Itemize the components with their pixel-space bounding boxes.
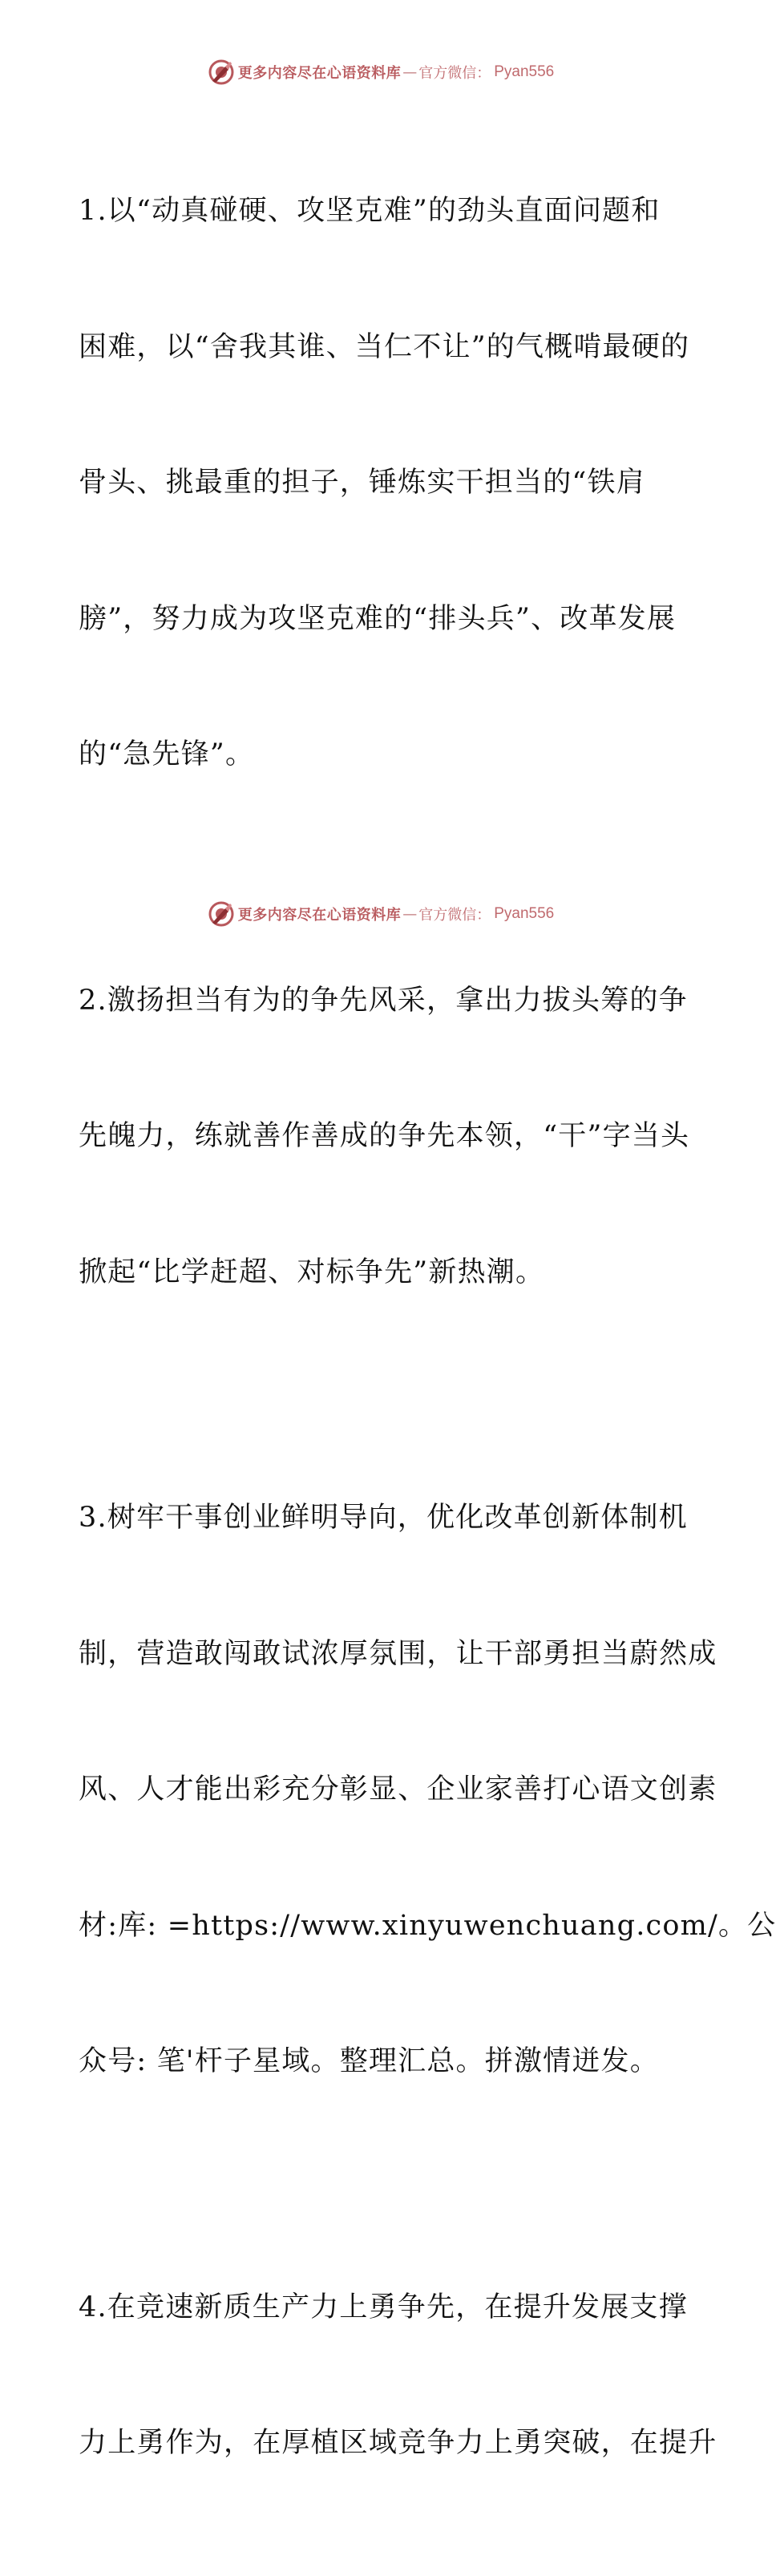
- paragraph-line: 风、人才能出彩充分彰显、企业家善打心语文创素: [79, 1773, 717, 1806]
- paragraph-line: 众号: 笔'杆子星域。整理汇总。拼激情迸发。: [79, 2045, 659, 2077]
- paragraph-line: 骨头、挑最重的担子，锤炼实干担当的“铁肩: [79, 467, 645, 499]
- paragraph-line: 困难，以“舍我其谁、当仁不让”的气概啃最硬的: [79, 330, 690, 363]
- paragraph-1: [79, 98, 688, 868]
- document-body: [79, 98, 776, 2576]
- paragraph-line: 掀起“比学赶超、对标争先”新热潮。: [79, 1256, 545, 1288]
- banner-slogan: 更多内容尽在心语资料库: [237, 65, 402, 82]
- banner-dash: —: [402, 63, 418, 81]
- header-banner: [0, 55, 762, 90]
- paragraph-line: 的“急先锋”。: [79, 738, 255, 770]
- paragraph-line: 3.树牢干事创业鲜明导向，优化改革创新体制机: [79, 1502, 688, 1534]
- banner-wechat-label: 官方微信：: [418, 907, 491, 924]
- paragraph-3: [79, 1405, 776, 2175]
- footer-banner: [0, 896, 762, 932]
- paragraph-4: [79, 2194, 717, 2557]
- paragraph-line: 制，营造敢闯敢试浓厚氛围，让干部勇担当蔚然成: [79, 1637, 717, 1670]
- banner-wechat-id: Pyan556: [494, 905, 555, 922]
- paragraph-line: 1.以“动真碰硬、攻坚克难”的劲头直面问题和: [79, 195, 661, 227]
- header-banner-content: [208, 59, 555, 86]
- banner-slogan: 更多内容尽在心语资料库: [237, 907, 402, 924]
- banner-wechat-id: Pyan556: [494, 63, 555, 80]
- paragraph-line: 材:库: =https://www.xinyuwenchuang.com/。公: [79, 1909, 776, 1942]
- paragraph-2: [79, 888, 688, 1386]
- banner-dash: —: [402, 905, 418, 923]
- brand-logo-icon: [208, 59, 235, 86]
- paragraph-line: 膀”，努力成为攻坚克难的“排头兵”、改革发展: [79, 602, 677, 635]
- paragraph-line: 力上勇作为，在厚植区域竞争力上勇突破，在提升: [79, 2427, 717, 2459]
- paragraph-line: 先魄力，练就善作善成的争先本领，“干”字当头: [79, 1120, 690, 1152]
- brand-logo-icon: [208, 900, 235, 928]
- paragraph-line: 2.激扬担当有为的争先风采，拿出力拔头筹的争: [79, 984, 688, 1017]
- paragraph-line: 4.在竞速新质生产力上勇争先，在提升发展支撑: [79, 2291, 688, 2323]
- footer-banner-content: [208, 900, 555, 928]
- banner-wechat-label: 官方微信：: [418, 65, 491, 82]
